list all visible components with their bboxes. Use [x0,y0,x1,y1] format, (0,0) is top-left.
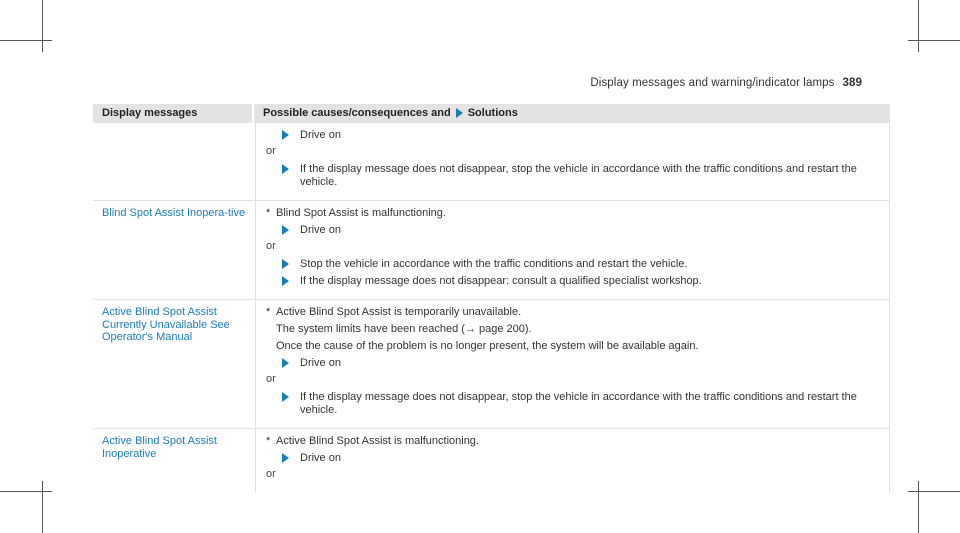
crop-mark [918,481,919,533]
cause-line: * Active Blind Spot Assist is malfunctioning. [266,435,479,447]
cause-line: * Active Blind Spot Assist is temporarily unavailable. [266,306,522,318]
action-step: Drive on [266,224,881,237]
table-row [93,300,890,429]
header-causes-label: Possible causes/consequences and [263,107,451,119]
triangle-right-icon [282,453,289,463]
solution-cell [256,201,890,299]
triangle-right-icon [282,259,289,269]
action-step: Drive on [266,357,881,370]
running-head-title: Display messages and warning/indicator lamps [590,77,835,89]
running-head [590,77,862,89]
cause-line: * Blind Spot Assist is malfunctioning. [266,207,446,219]
action-step: Drive on [266,452,881,465]
triangle-right-icon [456,108,463,118]
or-label: or [266,373,276,385]
or-label: or [266,468,276,480]
table-row [93,201,890,300]
table-row [93,123,890,201]
crop-mark [42,0,43,52]
message-cell: Blind Spot Assist Inopera-tive [93,201,256,299]
page-number: 389 [842,77,862,89]
star-mark: * [266,306,271,318]
solution-cell [256,300,890,428]
crop-mark [0,491,52,492]
crop-mark [918,0,919,52]
action-step: If the display message does not disappear, stop the vehicle in accordance with the traffic conditions and restart the vehicle. [266,163,881,189]
crop-mark [908,491,960,492]
triangle-right-icon [282,225,289,235]
info-text: Once the cause of the problem is no longer present, the system will be available again. [276,340,699,352]
message-cell: Active Blind Spot Assist Inoperative [93,429,256,493]
star-mark: * [266,207,271,219]
table-header [93,104,890,123]
triangle-right-icon [282,130,289,140]
or-label: or [266,145,276,157]
or-label: or [266,240,276,252]
action-step: If the display message does not disappear, stop the vehicle in accordance with the traffic conditions and restart the vehicle. [266,391,881,417]
crop-mark [0,40,52,41]
solution-cell [256,123,890,200]
display-messages-table [93,104,890,480]
triangle-right-icon [282,392,289,402]
action-step: If the display message does not disappear: consult a qualified specialist workshop. [266,275,881,288]
triangle-right-icon [282,164,289,174]
action-step: Stop the vehicle in accordance with the traffic conditions and restart the vehicle. [266,258,881,271]
triangle-right-icon [282,358,289,368]
crop-mark [42,481,43,533]
crop-mark [908,40,960,41]
message-cell: Active Blind Spot Assist Currently Unavailable See Operator's Manual [93,300,256,428]
message-cell [93,123,256,200]
header-display-messages: Display messages [93,104,254,123]
triangle-right-icon [282,276,289,286]
action-step: Drive on [266,129,881,142]
info-text: The system limits have been reached (→ page 200). [276,323,532,335]
solution-cell [256,429,890,493]
star-mark: * [266,435,271,447]
header-causes-solutions [254,104,890,123]
header-solutions-label: Solutions [467,107,518,119]
table-row [93,429,890,493]
